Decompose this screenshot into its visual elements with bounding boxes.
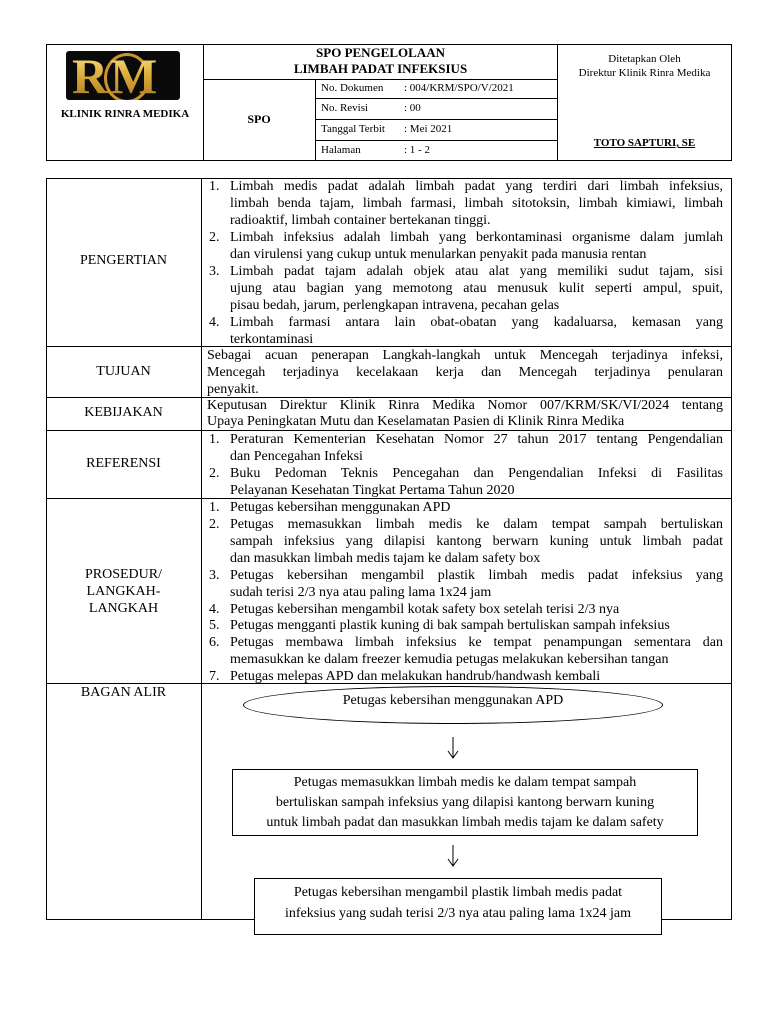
list-item-line: Pelayanan Kesehatan Tingkat Pertama Tahun 2020 bbox=[230, 483, 515, 498]
meta-doc-number-value: : 004/KRM/SPO/V/2021 bbox=[404, 82, 514, 94]
list-number: 1. bbox=[209, 432, 220, 447]
list-item-line: Petugas melepas APD dan melakukan handrub/handwash kembali bbox=[230, 669, 601, 684]
list-item-line: Petugas memasukkan limbah medis ke dalam tempat sampah bertuliskan bbox=[230, 517, 723, 532]
flow-step-2-line: Petugas memasukkan limbah medis ke dalam tempat sampah bbox=[293, 775, 637, 790]
meta-issue-date-value: : Mei 2021 bbox=[404, 123, 453, 135]
list-item-line: Petugas mengganti plastik kuning di bak sampah bertuliskan sampah infeksius bbox=[230, 618, 670, 633]
list-item-line: sudah terisi 2/3 nya atau paling lama 1x24 jam bbox=[230, 585, 492, 600]
clinic-logo: RM bbox=[66, 51, 180, 100]
list-number: 6. bbox=[209, 635, 220, 650]
meta-page-label: Halaman bbox=[321, 144, 361, 156]
list-item-line: Limbah medis padat adalah limbah padat yang terdiri dari limbah infeksius, bbox=[230, 179, 723, 194]
flow-arrow-down-icon bbox=[446, 844, 460, 868]
list-number: 4. bbox=[209, 315, 220, 330]
meta-issue-date-label: Tanggal Terbit bbox=[321, 123, 385, 135]
section-label-tujuan: TUJUAN bbox=[96, 364, 151, 379]
flow-step-3-line: Petugas kebersihan mengambil plastik limbah medis padat bbox=[293, 885, 623, 900]
paragraph-line: Sebagai acuan penerapan Langkah-langkah untuk Mencegah terjadinya infeksi, bbox=[207, 348, 723, 363]
list-number: 2. bbox=[209, 230, 220, 245]
list-number: 3. bbox=[209, 264, 220, 279]
list-number: 1. bbox=[209, 179, 220, 194]
list-item-line: Limbah farmasi antara lain obat-obatan yang kadaluarsa, kemasan yang bbox=[230, 315, 723, 330]
list-item-line: terkontaminasi bbox=[230, 332, 314, 347]
section-label-prosedur-2: LANGKAH- bbox=[86, 584, 161, 599]
list-item-line: Petugas kebersihan mengambil plastik limbah medis padat infeksius yang bbox=[230, 568, 723, 583]
meta-doc-number-label: No. Dokumen bbox=[321, 82, 384, 94]
list-number: 5. bbox=[209, 618, 220, 633]
spo-label: SPO bbox=[247, 112, 271, 126]
list-item-line: Buku Pedoman Teknis Pencegahan dan Pengendalian Infeksi di Fasilitas bbox=[230, 466, 723, 481]
list-number: 4. bbox=[209, 602, 220, 617]
list-item-line: pisau bedah, jarum, perlengkapan intravena, pecahan gelas bbox=[230, 298, 560, 313]
section-label-pengertian: PENGERTIAN bbox=[79, 253, 168, 268]
paragraph-line: penyakit. bbox=[207, 382, 259, 397]
flow-arrow-down-icon bbox=[446, 736, 460, 760]
list-item-line: sampah infeksius yang dilapisi kantong berwarn kuning untuk limbah padat bbox=[230, 534, 723, 549]
list-item-line: radioaktif, limbah container bertekanan tinggi. bbox=[230, 213, 491, 228]
paragraph-line: Mencegah terjadinya kecelakaan kerja dan Mencegah terjadinya penularan bbox=[207, 365, 723, 380]
clinic-name: KLINIK RINRA MEDIKA bbox=[60, 108, 190, 120]
meta-revision-value: : 00 bbox=[404, 102, 421, 114]
meta-page-value: : 1 - 2 bbox=[404, 144, 430, 156]
meta-revision-label: No. Revisi bbox=[321, 102, 369, 114]
flow-step-2-line: untuk limbah padat dan masukkan limbah medis tajam ke dalam safety bbox=[266, 815, 664, 830]
document-title-line1: SPO PENGELOLAAN bbox=[316, 45, 445, 60]
signatory-name: TOTO SAPTURI, SE bbox=[593, 137, 696, 149]
list-item-line: ujung atau bagian yang memotong atau menusuk kulit seperti ampul, spuit, bbox=[230, 281, 723, 296]
list-item-line: Limbah padat tajam adalah objek atau alat yang memiliki sudut tajam, sisi bbox=[230, 264, 723, 279]
list-item-line: Petugas kebersihan menggunakan APD bbox=[230, 500, 451, 515]
list-item-line: memasukkan ke dalam freezer kemudia petugas melakukan kebersihan tangan bbox=[230, 652, 669, 667]
list-item-line: limbah benda tajam, limbah farmasi, limbah sitotoksin, limbah kimiawi, limbah bbox=[230, 196, 723, 211]
list-number: 7. bbox=[209, 669, 220, 684]
list-item-line: Petugas kebersihan mengambil kotak safety box setelah terisi 2/3 nya bbox=[230, 602, 620, 617]
flow-step-1-text: Petugas kebersihan menggunakan APD bbox=[342, 693, 564, 708]
list-item-line: dan masukkan limbah medis tajam ke dalam safety box bbox=[230, 551, 541, 566]
list-item-line: dan virulensi yang cukup untuk menularkan penyakit pada manusia rentan bbox=[230, 247, 647, 262]
section-label-prosedur-1: PROSEDUR/ bbox=[84, 567, 163, 582]
list-item-line: Peraturan Kementerian Kesehatan Nomor 27 tahun 2017 tentang Pengendalian bbox=[230, 432, 723, 447]
list-item-line: Limbah infeksius adalah limbah yang berkontaminasi organisme dalam jumlah bbox=[230, 230, 723, 245]
list-item-line: dan Pencegahan Infeksi bbox=[230, 449, 363, 464]
approval-line1: Ditetapkan Oleh bbox=[608, 53, 681, 65]
flow-step-3-line: infeksius yang sudah terisi 2/3 nya atau paling lama 1x24 jam bbox=[284, 906, 632, 921]
section-label-referensi: REFERENSI bbox=[86, 456, 161, 471]
flow-step-2-line: bertuliskan sampah infeksius yang dilapisi kantong berwarn kuning bbox=[275, 795, 655, 810]
list-number: 1. bbox=[209, 500, 220, 515]
approval-line2: Direktur Klinik Rinra Medika bbox=[578, 67, 711, 79]
document-title-line2: LIMBAH PADAT INFEKSIUS bbox=[293, 61, 468, 76]
list-number: 2. bbox=[209, 466, 220, 481]
section-label-kebijakan: KEBIJAKAN bbox=[84, 405, 163, 420]
list-number: 3. bbox=[209, 568, 220, 583]
list-number: 2. bbox=[209, 517, 220, 532]
list-item-line: Petugas membawa limbah infeksius ke tempat penampungan sementara dan bbox=[230, 635, 723, 650]
section-label-bagan-alir: BAGAN ALIR bbox=[80, 685, 167, 700]
paragraph-line: Keputusan Direktur Klinik Rinra Medika Nomor 007/KRM/SK/VI/2024 tentang bbox=[207, 398, 723, 413]
section-label-prosedur-3: LANGKAH bbox=[88, 601, 159, 616]
paragraph-line: Upaya Peningkatan Mutu dan Keselamatan Pasien di Klinik Rinra Medika bbox=[207, 414, 625, 429]
